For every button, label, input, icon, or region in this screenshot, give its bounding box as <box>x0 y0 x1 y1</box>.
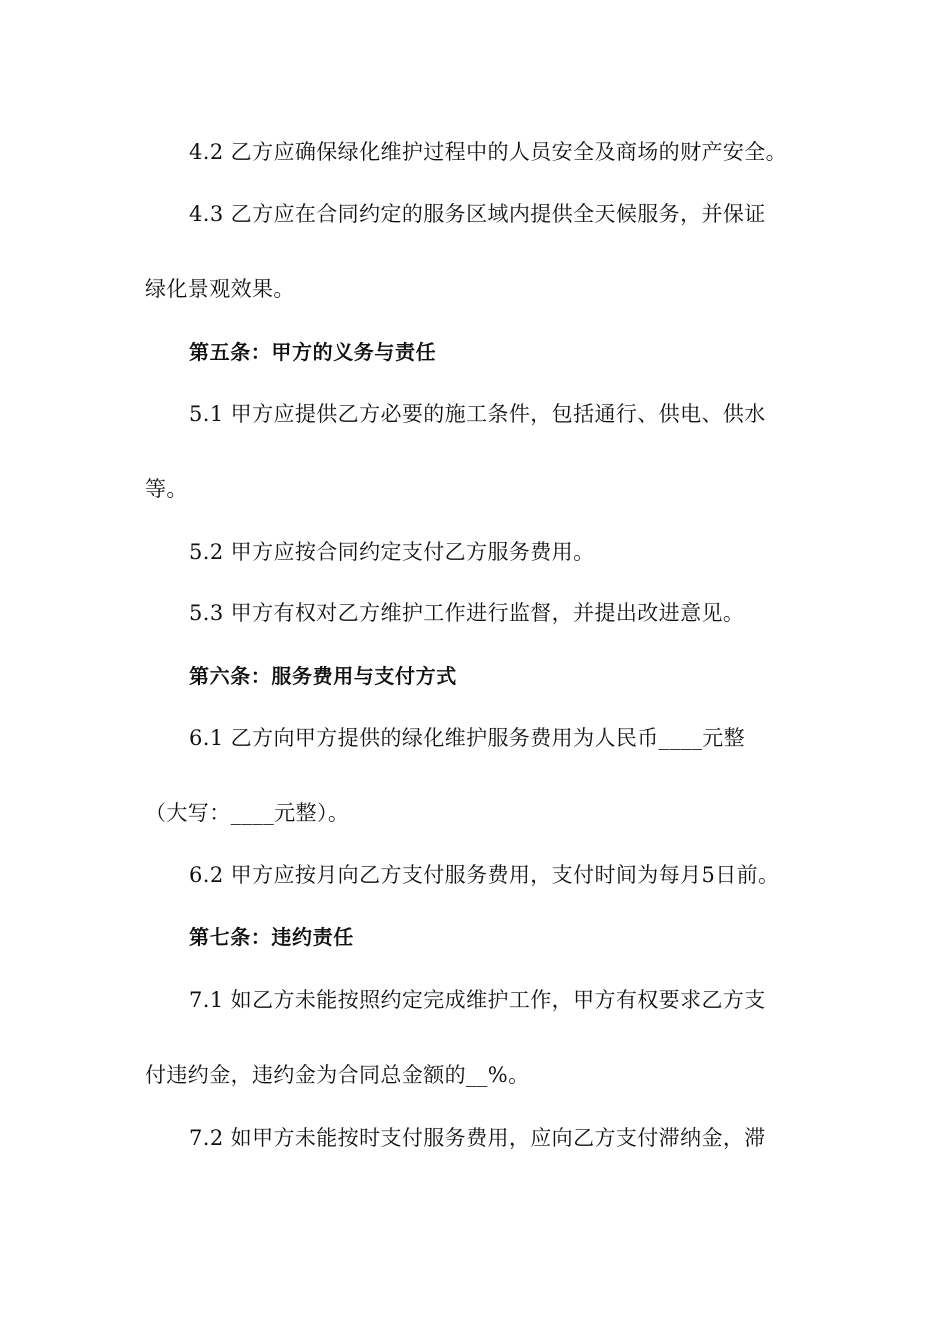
clause-5-2: 5.2 甲方应按合同约定支付乙方服务费用。 <box>189 540 595 564</box>
clause-4-2: 4.2 乙方应确保绿化维护过程中的人员安全及商场的财产安全。 <box>189 140 788 164</box>
clause-5-3: 5.3 甲方有权对乙方维护工作进行监督，并提出改进意见。 <box>189 601 745 625</box>
article-5-heading: 第五条：甲方的义务与责任 <box>189 340 437 364</box>
clause-7-2: 7.2 如甲方未能按时支付服务费用，应向乙方支付滞纳金，滞 <box>189 1126 766 1150</box>
clause-4-3-continued: 绿化景观效果。 <box>145 277 295 301</box>
article-7-heading: 第七条：违约责任 <box>189 925 354 949</box>
clause-6-2: 6.2 甲方应按月向乙方支付服务费用，支付时间为每月5日前。 <box>189 863 780 887</box>
clause-6-1-continued: （大写：____元整）。 <box>145 801 350 825</box>
clause-7-1: 7.1 如乙方未能按照约定完成维护工作，甲方有权要求乙方支 <box>189 988 766 1012</box>
clause-4-3: 4.3 乙方应在合同约定的服务区域内提供全天候服务，并保证 <box>189 202 766 226</box>
clause-5-1-continued: 等。 <box>145 477 188 501</box>
clause-7-1-continued: 付违约金，违约金为合同总金额的__%。 <box>145 1063 530 1087</box>
article-6-heading: 第六条：服务费用与支付方式 <box>189 664 457 688</box>
clause-6-1: 6.1 乙方向甲方提供的绿化维护服务费用为人民币____元整 <box>189 726 746 750</box>
clause-5-1: 5.1 甲方应提供乙方必要的施工条件，包括通行、供电、供水 <box>189 402 766 426</box>
